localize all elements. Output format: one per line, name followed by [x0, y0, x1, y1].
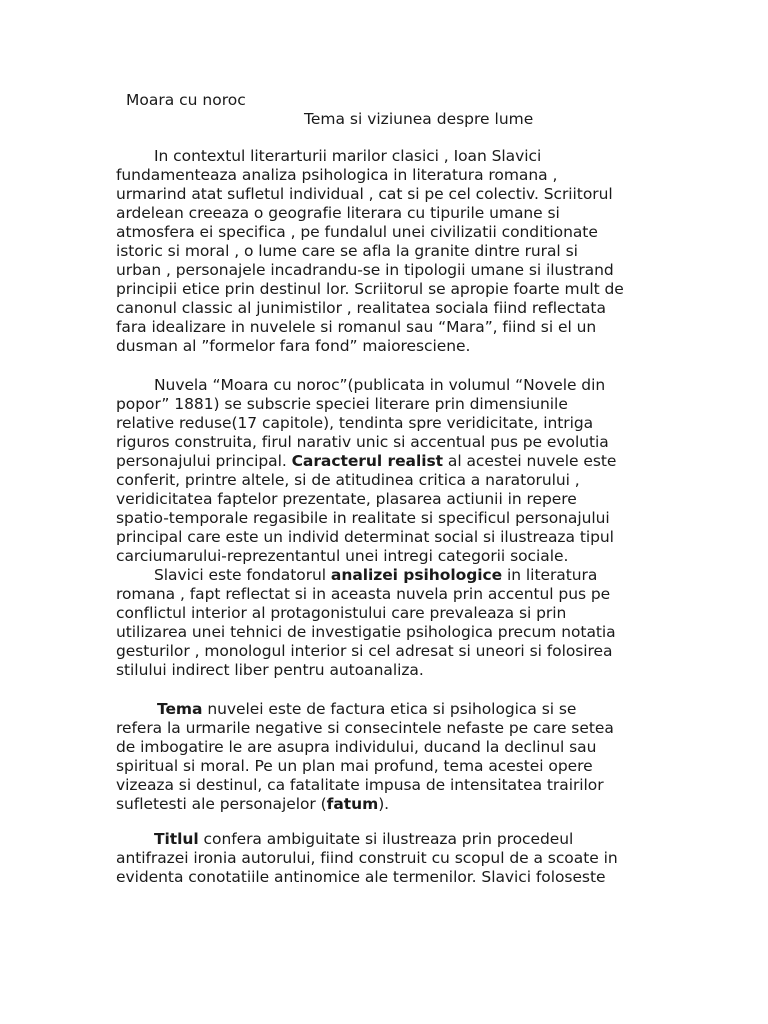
document-title: Moara cu noroc — [126, 91, 246, 109]
paragraph-line — [116, 318, 596, 337]
paragraph-line — [154, 376, 605, 395]
paragraph-line — [116, 623, 616, 642]
paragraph-line — [157, 700, 576, 719]
text-span: nuvelei este de factura etica si psihologica si se — [202, 700, 577, 718]
paragraph-line — [154, 830, 573, 849]
text-span: refera la urmarile negative si consecintele nefaste pe care setea — [116, 719, 614, 737]
bold-term: Tema — [157, 700, 203, 718]
text-span: evidenta conotatiile antinomice ale termenilor. Slavici foloseste — [116, 868, 606, 886]
text-span: vizeaza si destinul, ca fatalitate impusa de intensitatea trairilor — [116, 776, 604, 794]
paragraph-line — [116, 452, 616, 471]
paragraph-line — [116, 757, 593, 776]
text-span: fara idealizare in nuvelele si romanul sau “Mara”, fiind si el un — [116, 318, 597, 336]
paragraph-line — [116, 471, 580, 490]
text-span: canonul classic al junimistilor , realitatea sociala fiind reflectata — [116, 299, 606, 317]
text-span: In contextul literarturii marilor clasici , Ioan Slavici — [154, 147, 542, 165]
text-span: istoric si moral , o lume care se afla la granite dintre rural si — [116, 242, 578, 260]
text-span: antifrazei ironia autorului, fiind construit cu scopul de a scoate in — [116, 849, 618, 867]
text-span: gesturilor , monologul interior si cel adresat si uneori si folosirea — [116, 642, 613, 660]
text-span: confera ambiguitate si ilustreaza prin procedeul — [198, 830, 574, 848]
text-span: fundamenteaza analiza psihologica in literatura romana , — [116, 166, 558, 184]
text-span: al acestei nuvele este — [443, 452, 617, 470]
text-span: popor” 1881) se subscrie speciei literare prin dimensiunile — [116, 395, 568, 413]
paragraph-line — [154, 566, 597, 585]
paragraph-line — [116, 585, 610, 604]
paragraph-line — [116, 223, 598, 242]
text-span: conflictul interior al protagonistului care prevaleaza si prin — [116, 604, 567, 622]
text-span: romana , fapt reflectat si in aceasta nuvela prin accentul pus pe — [116, 585, 611, 603]
text-span: personajului principal. — [116, 452, 292, 470]
text-span: veridicitatea faptelor prezentate, plasarea actiunii in repere — [116, 490, 577, 508]
paragraph-line — [116, 185, 613, 204]
paragraph-line — [116, 642, 612, 661]
paragraph-line — [116, 719, 614, 738]
paragraph-line — [116, 509, 610, 528]
text-span: ardelean creeaza o geografie literara cu tipurile umane si — [116, 204, 560, 222]
bold-term: Titlul — [154, 830, 199, 848]
text-span: Slavici este fondatorul — [154, 566, 331, 584]
paragraph-line — [116, 261, 614, 280]
text-span: riguros construita, firul narativ unic si accentual pus pe evolutia — [116, 433, 609, 451]
paragraph-line — [116, 661, 424, 680]
text-span: spatio-temporale regasibile in realitate si specificul personajului — [116, 509, 610, 527]
bold-term: analizei psihologice — [330, 566, 503, 584]
paragraph-line — [116, 433, 609, 452]
paragraph-line — [116, 528, 614, 547]
text-span: Nuvela “Moara cu noroc”(publicata in volumul “Novele din — [154, 376, 606, 394]
paragraph-line — [116, 490, 577, 509]
paragraph-line — [116, 776, 604, 795]
paragraph-line — [116, 204, 560, 223]
paragraph-line — [116, 547, 568, 566]
text-span: ). — [378, 795, 390, 813]
text-span: dusman al ”formelor fara fond” maioresciene. — [116, 337, 471, 355]
paragraph-line — [116, 166, 557, 185]
text-span: stilului indirect liber pentru autoanaliza. — [116, 661, 424, 679]
bold-term: Caracterul realist — [291, 452, 444, 470]
paragraph-line — [154, 147, 541, 166]
document-subtitle: Tema si viziunea despre lume — [304, 110, 534, 128]
paragraph-line — [116, 242, 578, 261]
text-span: in literatura — [502, 566, 598, 584]
bold-term: fatum — [326, 795, 379, 813]
text-span: urban , personajele incadrandu-se in tipologii umane si ilustrand — [116, 261, 614, 279]
text-span: urmarind atat sufletul individual , cat si pe cel colectiv. Scriitorul — [116, 185, 613, 203]
paragraph-line — [116, 280, 624, 299]
paragraph-line — [116, 868, 605, 887]
paragraph-line — [116, 604, 566, 623]
text-span: carciumarului-reprezentantul unei intregi categorii sociale. — [116, 547, 569, 565]
paragraph-line — [116, 337, 470, 356]
paragraph-line — [116, 738, 596, 757]
text-span: utilizarea unei tehnici de investigatie psihologica precum notatia — [116, 623, 616, 641]
paragraph-line — [116, 414, 593, 433]
text-span: principii etice prin destinul lor. Scriitorul se apropie foarte mult de — [116, 280, 624, 298]
paragraph-line — [116, 849, 618, 868]
text-span: spiritual si moral. Pe un plan mai profund, tema acestei opere — [116, 757, 593, 775]
paragraph-line — [116, 795, 389, 814]
text-span: atmosfera ei specifica , pe fundalul unei civilizatii conditionate — [116, 223, 598, 241]
text-span: conferit, printre altele, si de atitudinea critica a naratorului , — [116, 471, 580, 489]
text-span: relative reduse(17 capitole), tendinta spre veridicitate, intriga — [116, 414, 594, 432]
text-span: sufletesti ale personajelor ( — [116, 795, 327, 813]
paragraph-line — [116, 395, 568, 414]
text-span: de imbogatire le are asupra individului, ducand la declinul sau — [116, 738, 597, 756]
text-span: principal care este un individ determinat social si ilustreaza tipul — [116, 528, 614, 546]
paragraph-line — [116, 299, 606, 318]
